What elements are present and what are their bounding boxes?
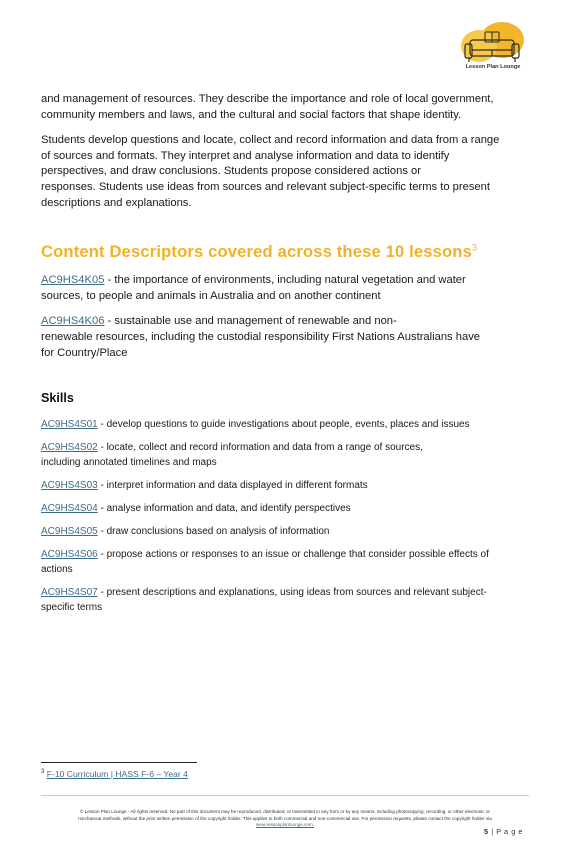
students-paragraph-line: Students develop questions and locate, collect and record information and data from a range	[41, 134, 500, 147]
skill-code-link[interactable]: AC9HS4S03	[41, 480, 98, 492]
footnote-divider	[41, 762, 197, 763]
skill-text: - present descriptions and explanations, using ideas from sources and relevant subject-	[97, 587, 487, 599]
page-number	[484, 827, 523, 836]
skill-item	[41, 524, 529, 539]
skill-code-link[interactable]: AC9HS4S02	[41, 442, 98, 454]
descriptor-text: - sustainable use and management of renewable and non-	[104, 315, 397, 328]
content-descriptor-item	[41, 313, 529, 361]
footnote-curriculum-link[interactable]: F-10 Curriculum | HASS F-6 – Year 4	[46, 769, 188, 779]
skill-code-link[interactable]: AC9HS4S05	[41, 526, 98, 538]
skill-text: - draw conclusions based on analysis of information	[97, 526, 330, 538]
descriptor-code-link[interactable]: AC9HS4K06	[41, 315, 105, 328]
skill-text: specific terms	[41, 602, 103, 614]
skill-item	[41, 547, 529, 577]
students-paragraph-line: descriptions and explanations.	[41, 196, 192, 209]
footnote-reference[interactable]: 3	[471, 242, 478, 253]
skill-text: actions	[41, 564, 73, 576]
website-link[interactable]: www.lessonplanlounge.com.	[256, 822, 314, 828]
footnote	[41, 769, 188, 779]
descriptor-text: sources, to people and animals in Australia and on another continent	[41, 290, 381, 303]
footer-divider	[41, 795, 529, 796]
skill-text: - propose actions or responses to an issue or challenge that consider possible effects of	[97, 549, 489, 561]
page-label: | P a g e	[491, 827, 523, 836]
skill-item	[41, 501, 529, 516]
skill-text: - analyse information and data, and identify perspectives	[97, 503, 351, 515]
page-content	[41, 92, 529, 623]
skill-text: - develop questions to guide investigations about people, events, places and issues	[97, 419, 470, 431]
skill-item	[41, 440, 529, 470]
content-descriptors-heading	[41, 242, 529, 262]
skill-item	[41, 585, 529, 615]
descriptor-text: renewable resources, including the custodial responsibility First Nations Australians have	[41, 331, 481, 344]
skill-text: - interpret information and data displayed in different formats	[97, 480, 368, 492]
descriptor-text: for Country/Place	[41, 347, 128, 360]
skill-item	[41, 417, 529, 432]
skill-code-link[interactable]: AC9HS4S07	[41, 587, 98, 599]
content-descriptor-item	[41, 272, 529, 304]
copyright-line: mechanical methods, without the prior written permission of the copyright holder. This applies to both commercial and non-commercial use. For permission requests, please contact the copyright holder via	[78, 815, 492, 821]
students-paragraph-line: responses. Students use ideas from sources and relevant subject-specific terms to present	[41, 180, 490, 193]
descriptor-code-link[interactable]: AC9HS4K05	[41, 274, 105, 287]
copyright-notice	[41, 809, 529, 829]
page-number-value: 5	[484, 827, 489, 836]
skills-heading: Skills	[41, 391, 74, 406]
intro-paragraph: and management of resources. They describe the importance and role of local government, community members and laws, and the cultural and social factors that shape identity.	[41, 93, 494, 121]
skill-code-link[interactable]: AC9HS4S06	[41, 549, 98, 561]
skill-text: including annotated timelines and maps	[41, 457, 217, 469]
students-paragraph	[41, 133, 529, 211]
skill-code-link[interactable]: AC9HS4S01	[41, 419, 98, 431]
students-paragraph-line: of sources and formats. They interpret and analyse information and data to identify	[41, 149, 450, 162]
copyright-line: © Lesson Plan Lounge - All rights reserved. No part of this document may be reproduced, distributed, or transmitted in any form or by any means, including photocopying, recording, or other electronic or	[80, 809, 490, 814]
content-descriptors-heading-text: Content Descriptors covered across these 10 lessons	[41, 242, 472, 262]
students-paragraph-line: perspectives, and draw conclusions. Students propose considered actions or	[41, 165, 421, 178]
logo-text: Lesson Plan Lounge	[465, 64, 521, 70]
descriptor-text: - the importance of environments, including natural vegetation and water	[104, 274, 466, 287]
skill-item	[41, 478, 529, 493]
footnote-number: 3	[41, 769, 45, 776]
skill-text: - locate, collect and record information and data from a range of sources,	[97, 442, 423, 454]
skill-code-link[interactable]: AC9HS4S04	[41, 503, 98, 515]
